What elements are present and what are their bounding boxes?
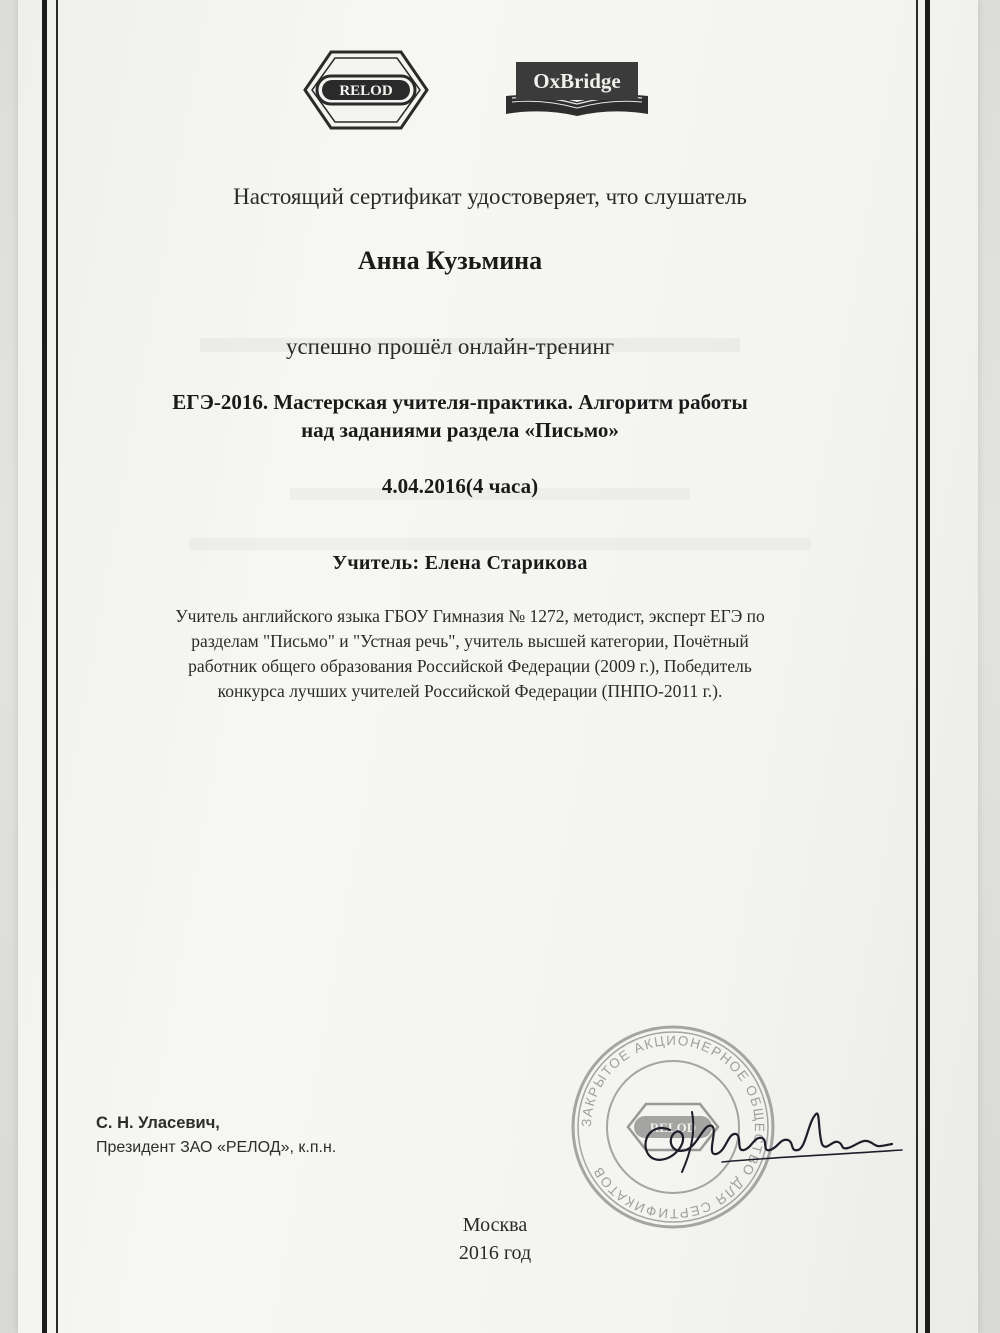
course-date: 4.04.2016(4 часа) bbox=[381, 474, 539, 498]
completed-text: успешно прошёл онлайн-тренинг bbox=[285, 334, 615, 359]
oxbridge-logo-text: OxBridge bbox=[533, 69, 621, 93]
svg-text:ЗАКРЫТОЕ АКЦИОНЕРНОЕ ОБЩЕСТВО: ЗАКРЫТОЕ АКЦИОНЕРНОЕ ОБЩЕСТВО ДЛЯ СЕРТИФИКАТОВ bbox=[578, 1032, 768, 1222]
city: Москва bbox=[462, 1214, 528, 1236]
signatory-title: Президент ЗАО «РЕЛОД», к.п.н. bbox=[96, 1139, 337, 1156]
relod-logo-text: RELOD bbox=[339, 83, 393, 99]
teacher-name: Учитель: Елена Старикова bbox=[332, 552, 588, 574]
teacher-bio-line: работник общего образования Российской Федерации (2009 г.), Победитель bbox=[188, 656, 752, 676]
ghost-text-bleed bbox=[190, 538, 810, 550]
course-title-line: ЕГЭ-2016. Мастерская учителя-практика. Алгоритм работы bbox=[172, 390, 748, 414]
signature bbox=[612, 1092, 912, 1182]
oxbridge-logo bbox=[502, 58, 652, 118]
teacher-bio bbox=[40, 604, 900, 704]
certificate-intro: Настоящий сертификат удостоверяет, что слушатель bbox=[233, 184, 747, 209]
teacher-bio-line: разделам "Письмо" и "Устная речь", учитель высшей категории, Почётный bbox=[191, 631, 749, 651]
teacher-bio-line: конкурса лучших учителей Российской Федерации (ПНПО-2011 г.). bbox=[217, 681, 723, 701]
relod-logo bbox=[303, 50, 429, 130]
signatory-name: С. Н. Уласевич, bbox=[96, 1114, 220, 1132]
student-name: Анна Кузьмина bbox=[357, 246, 543, 275]
year: 2016 год bbox=[458, 1242, 532, 1264]
course-title-line: над заданиями раздела «Письмо» bbox=[301, 418, 619, 442]
teacher-bio-line: Учитель английского языка ГБОУ Гимназия № 1272, методист, эксперт ЕГЭ по bbox=[175, 606, 765, 626]
course-title bbox=[30, 388, 890, 444]
stamp-center-text: RELOD bbox=[649, 1120, 697, 1135]
